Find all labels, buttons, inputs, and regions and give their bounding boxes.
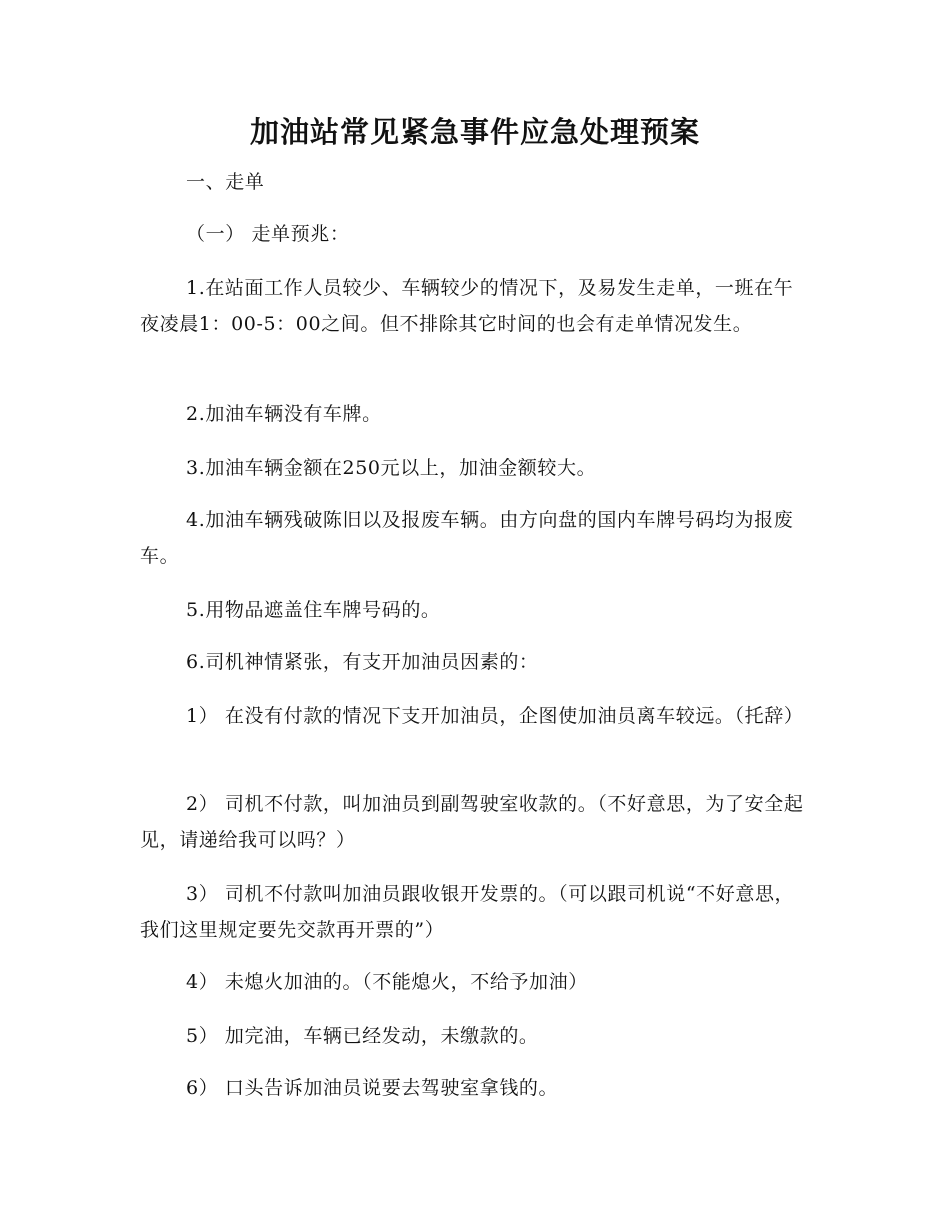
paragraph: 4.加油车辆残破陈旧以及报废车辆。由方向盘的国内车牌号码均为报废车。 <box>140 509 794 567</box>
paragraph: 2.加油车辆没有车牌。 <box>186 403 382 425</box>
paragraph: 5.用物品遮盖住车牌号码的。 <box>186 599 441 621</box>
list-item: 6） 口头告诉加油员说要去驾驶室拿钱的。 <box>186 1077 559 1099</box>
subsection-heading: （一） 走单预兆： <box>186 223 350 245</box>
document-title: 加油站常见紧急事件应急处理预案 <box>249 115 700 149</box>
paragraph: 6.司机神情紧张，有支开加油员因素的： <box>186 651 539 673</box>
list-item: 2） 司机不付款，叫加油员到副驾驶室收款的。（不好意思，为了安全起见，请递给我可以吗？） <box>140 793 804 851</box>
list-item: 1） 在没有付款的情况下支开加油员，企图使加油员离车较远。（托辞） <box>186 705 804 727</box>
section-heading: 一、走单 <box>186 171 265 193</box>
list-item: 3） 司机不付款叫加油员跟收银开发票的。（可以跟司机说“不好意思，我们这里规定要先交款再开票的”） <box>140 883 795 941</box>
paragraph: 3.加油车辆金额在250元以上，加油金额较大。 <box>186 457 597 479</box>
list-item: 5） 加完油，车辆已经发动，未缴款的。 <box>186 1025 539 1047</box>
paragraph: 1.在站面工作人员较少、车辆较少的情况下，及易发生走单，一班在午夜凌晨1：00-5：00之间。但不排除其它时间的也会有走单情况发生。 <box>140 277 794 335</box>
list-item: 4） 未熄火加油的。（不能熄火，不给予加油） <box>186 971 588 993</box>
